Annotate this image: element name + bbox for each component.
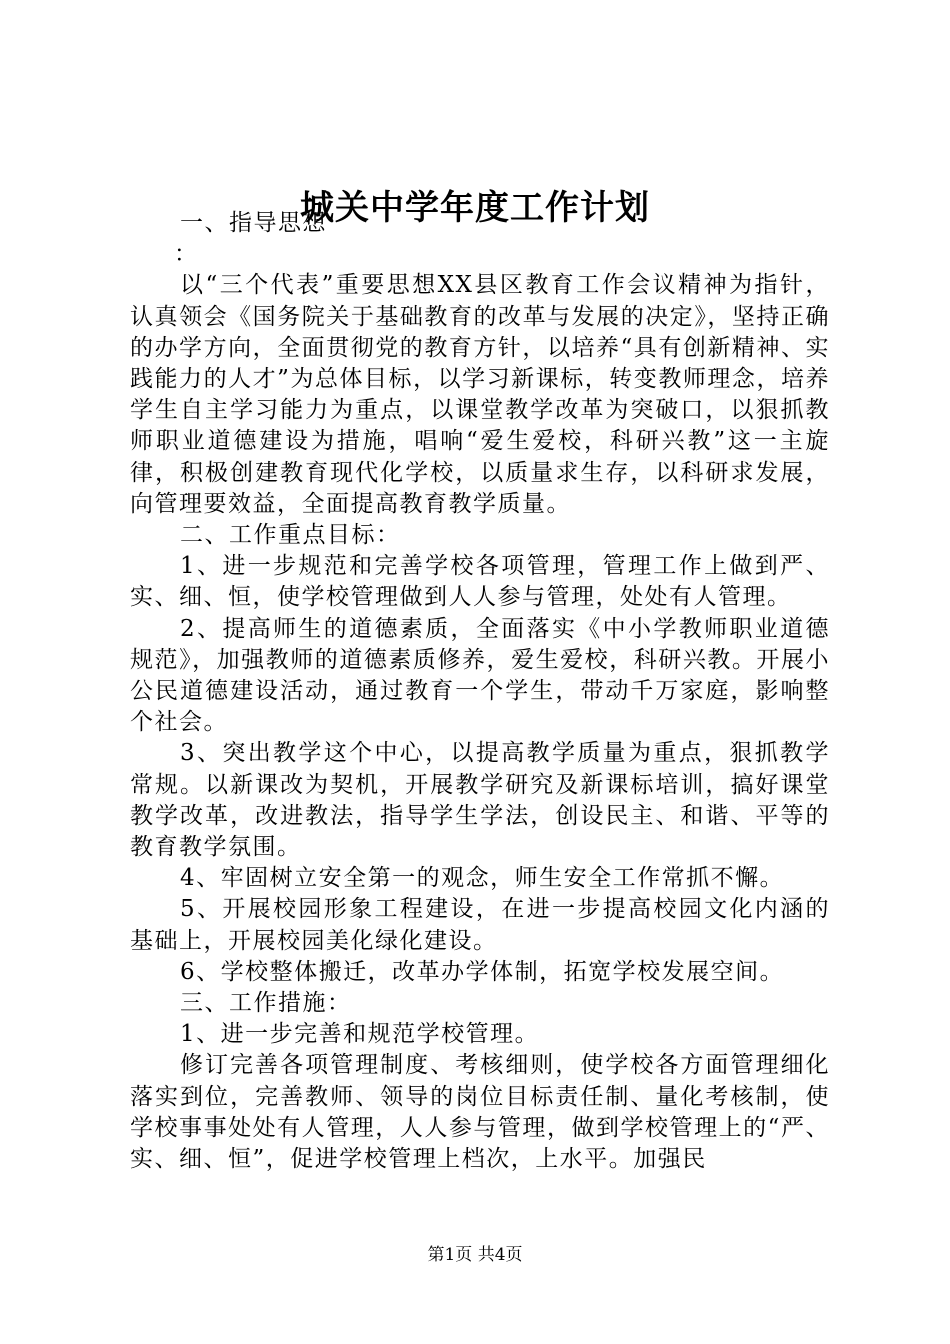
section-heading-key-goals: 二、工作重点目标：: [180, 522, 401, 549]
goal-item-1: 1、进一步规范和完善学校各项管理，管理工作上做到严、实、细、恒，使学校管理做到人人参与管理，处处有人管理。: [130, 553, 830, 611]
document-body: [130, 208, 830, 1175]
goal-item-3: 3、突出教学这个中心，以提高教学质量为重点，狠抓教学常规。以新课改为契机，开展教学研究及新课标培训，搞好课堂教学改革，改进教法，指导学生学法，创设民主、和谐、平等的教育教学氛围。: [130, 740, 830, 861]
paragraph-guiding-thought: 以“三个代表”重要思想XX县区教育工作会议精神为指针，认真领会《国务院关于基础教育的改革与发展的决定》，坚持正确的办学方向，全面贯彻党的教育方针，以培养“具有创新精神、实践能力的人才”为总体目标，以学习新课标，转变教师理念，培养学生自主学习能力为重点，以课堂教学改革为突破口，以狠抓教师职业道德建设为措施，唱响“爱生爱校，科研兴教”这一主旋律，积极创建教育现代化学校，以质量求生存，以科研求发展，向管理要效益，全面提高教育教学质量。: [130, 272, 830, 517]
colon-line: ：: [174, 241, 199, 268]
goal-item-4: 4、牢固树立安全第一的观念，师生安全工作常抓不懈。: [180, 865, 785, 892]
page-footer: 第1页 共4页: [427, 1245, 523, 1265]
goal-item-2: 2、提高师生的道德素质，全面落实《中小学教师职业道德规范》，加强教师的道德素质修养，爱生爱校，科研兴教。开展小公民道德建设活动，通过教育一个学生，带动千万家庭，影响整个社会。: [130, 615, 830, 736]
goal-item-6: 6、学校整体搬迁，改革办学体制，拓宽学校发展空间。: [180, 958, 785, 985]
goal-item-5: 5、开展校园形象工程建设，在进一步提高校园文化内涵的基础上，开展校园美化绿化建设。: [130, 896, 830, 954]
document-title: 城关中学年度工作计划: [300, 188, 650, 228]
measure-item-1: 1、进一步完善和规范学校管理。: [180, 1021, 540, 1048]
section-heading-guiding-thought: 一、指导思想: [180, 210, 327, 236]
section-heading-measures: 三、工作措施：: [180, 990, 352, 1017]
measure-item-1-detail: 修订完善各项管理制度、考核细则，使学校各方面管理细化落实到位，完善教师、领导的岗位目标责任制、量化考核制，使学校事事处处有人管理，人人参与管理，做到学校管理上的“严、实、细、恒”，促进学校管理上档次，上水平。加强民: [130, 1052, 830, 1173]
